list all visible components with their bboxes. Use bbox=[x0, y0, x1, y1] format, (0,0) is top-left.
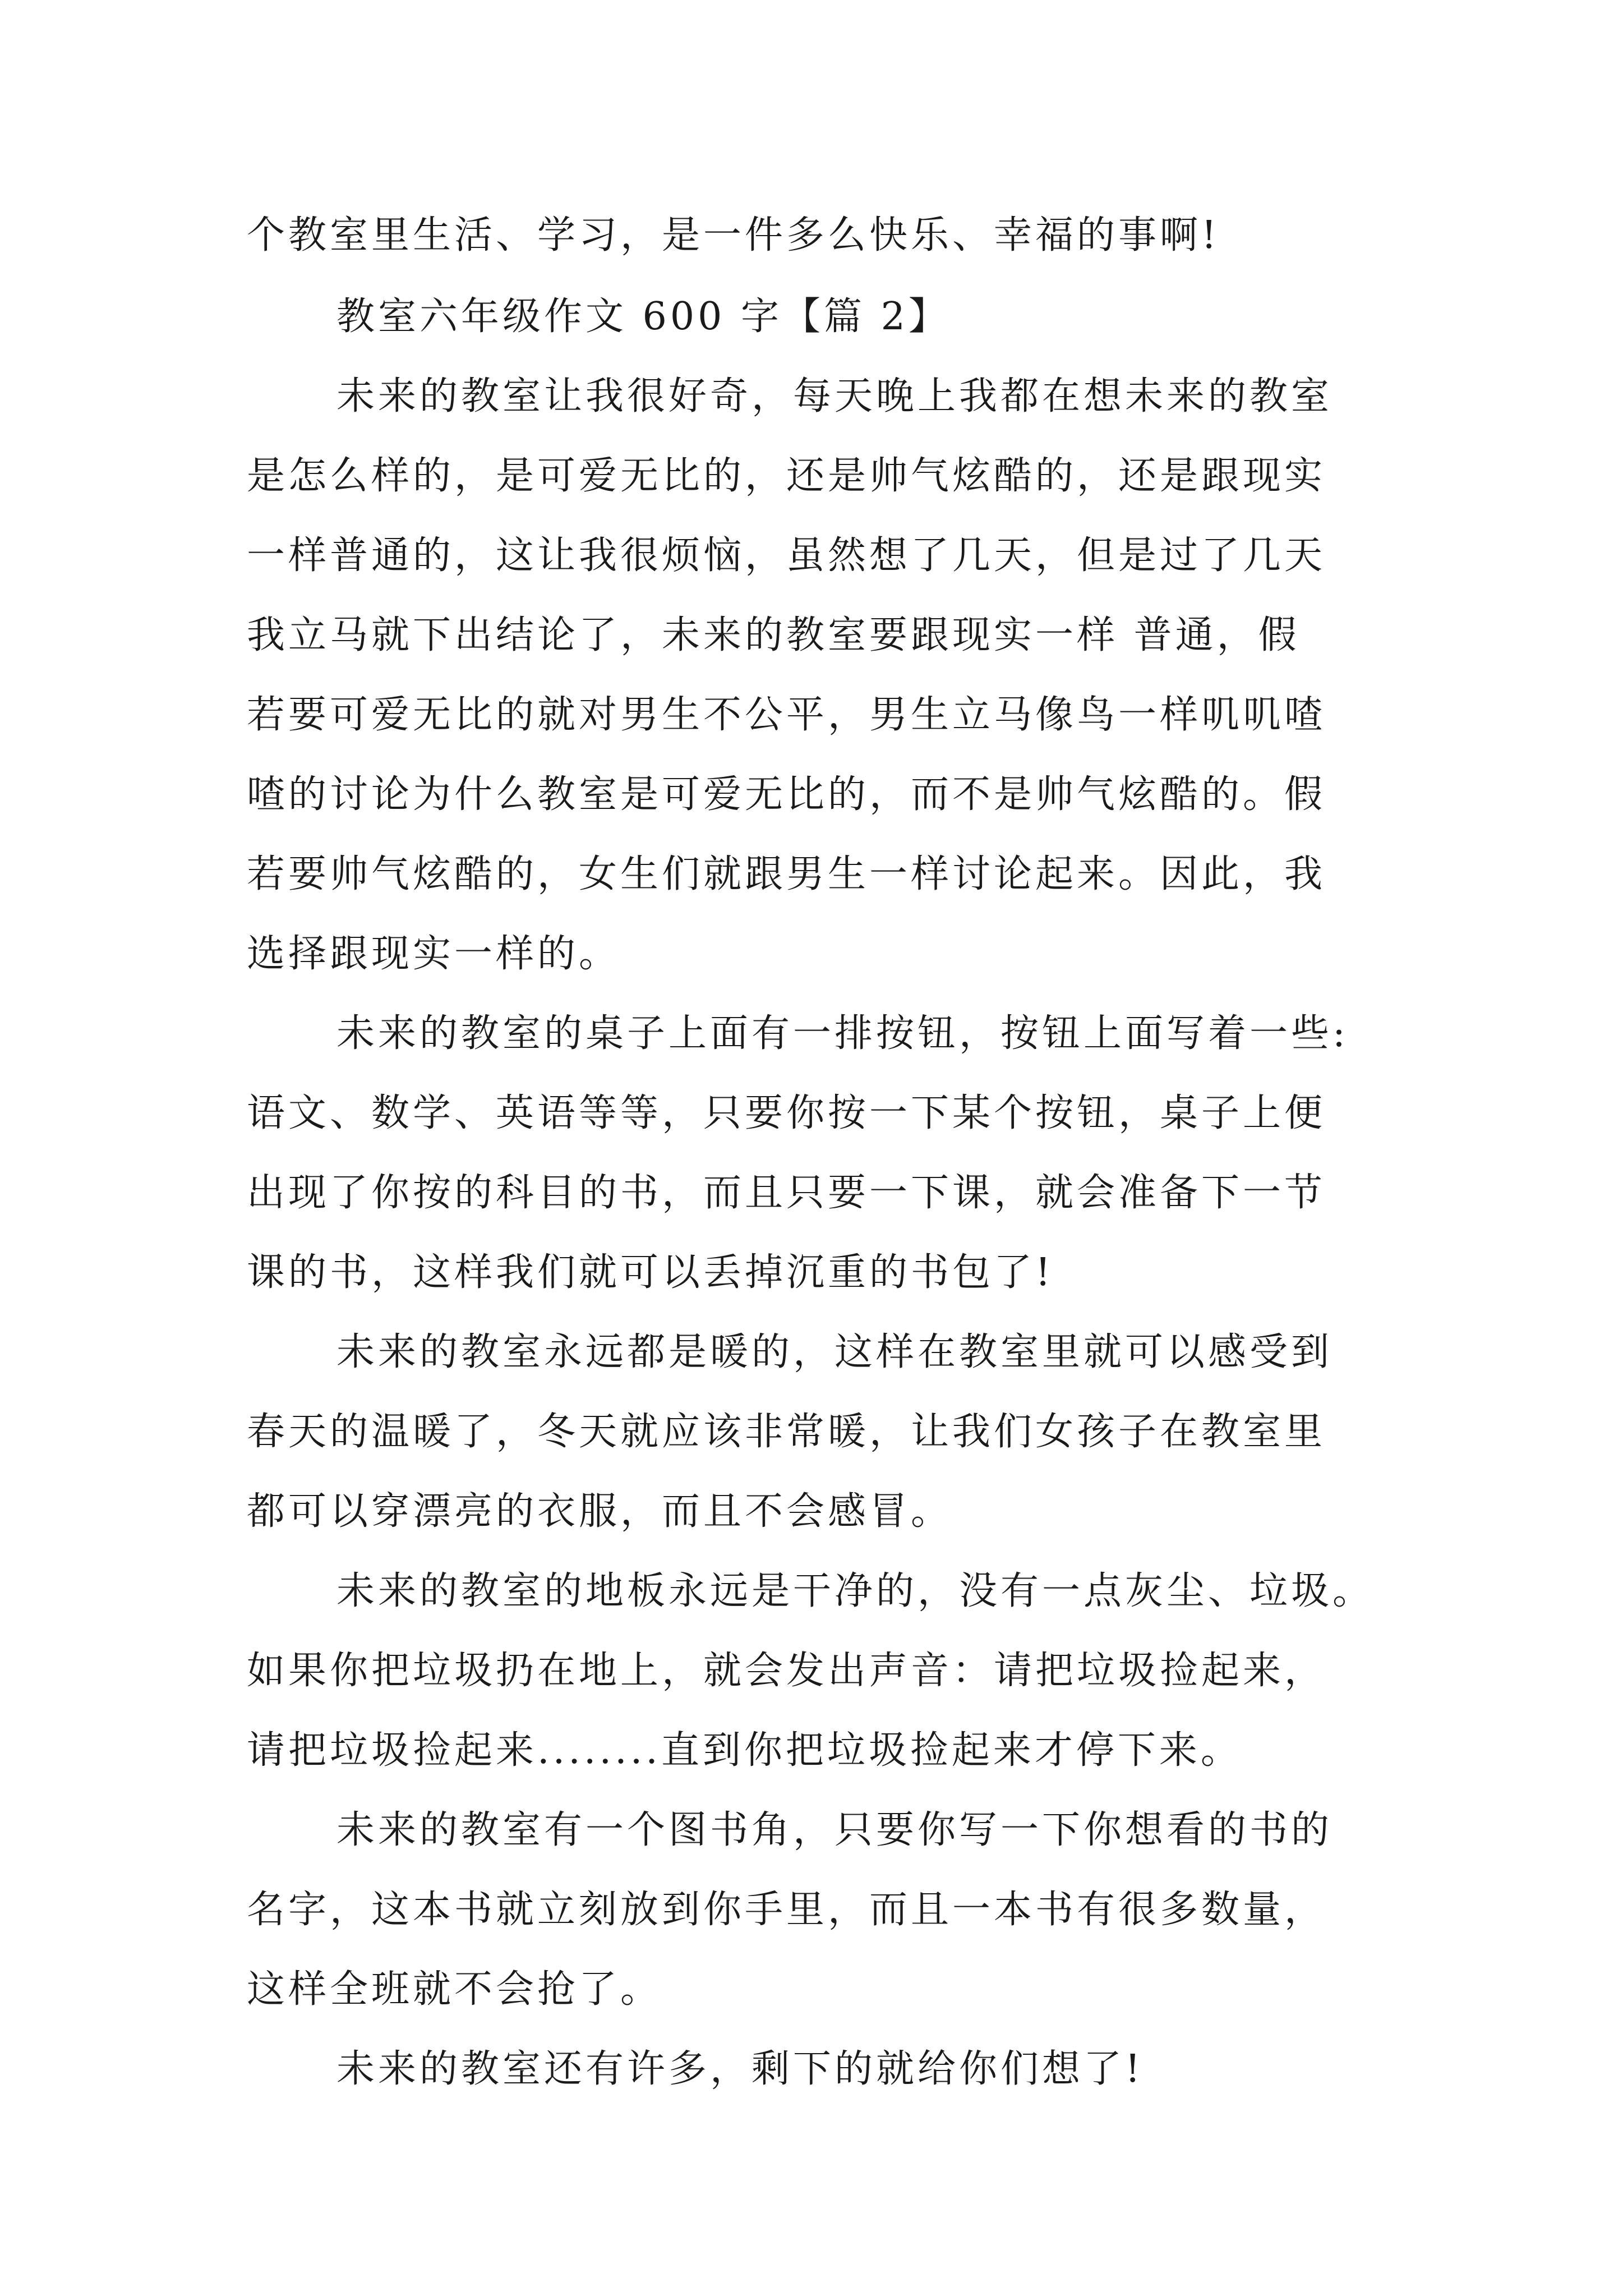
paragraph-line: 未来的教室的桌子上面有一排按钮，按钮上面写着一些: bbox=[336, 1011, 1349, 1056]
paragraph-line: 如果你把垃圾扔在地上，就会发出声音：请把垃圾捡起来， bbox=[247, 1649, 1326, 1693]
paragraph-line: 请把垃圾捡起来........直到你把垃圾捡起来才停下来。 bbox=[247, 1728, 1242, 1773]
paragraph-line: 我立马就下出结论了，未来的教室要跟现实一样 普通，假 bbox=[247, 613, 1300, 657]
paragraph-line: 课的书，这样我们就可以丢掉沉重的书包了! bbox=[247, 1250, 1054, 1295]
paragraph-line: 选择跟现实一样的。 bbox=[247, 932, 621, 976]
paragraph-line: 一样普通的，这让我很烦恼，虽然想了几天，但是过了几天 bbox=[247, 533, 1326, 578]
paragraph-line: 出现了你按的科目的书，而且只要一下课，就会准备下一节 bbox=[247, 1171, 1326, 1215]
paragraph-line: 未来的教室还有许多，剩下的就给你们想了! bbox=[336, 2047, 1144, 2091]
paragraph-line: 未来的教室让我很好奇，每天晚上我都在想未来的教室 bbox=[336, 374, 1333, 418]
paragraph-line: 语文、数学、英语等等，只要你按一下某个按钮，桌子上便 bbox=[247, 1091, 1326, 1135]
paragraph-line: 若要帅气炫酷的，女生们就跟男生一样讨论起来。因此，我 bbox=[247, 852, 1326, 896]
paragraph-line: 名字，这本书就立刻放到你手里，而且一本书有很多数量， bbox=[247, 1888, 1326, 1932]
paragraph-line: 喳的讨论为什么教室是可爱无比的，而不是帅气炫酷的。假 bbox=[247, 772, 1326, 817]
paragraph-line: 个教室里生活、学习，是一件多么快乐、幸福的事啊! bbox=[247, 213, 1220, 257]
paragraph-line: 春天的温暖了，冬天就应该非常暖，让我们女孩子在教室里 bbox=[247, 1410, 1326, 1454]
paragraph-line: 未来的教室有一个图书角，只要你写一下你想看的书的 bbox=[336, 1808, 1333, 1852]
paragraph-line: 未来的教室永远都是暖的，这样在教室里就可以感受到 bbox=[336, 1330, 1333, 1374]
paragraph-line: 都可以穿漂亮的衣服，而且不会感冒。 bbox=[247, 1489, 953, 1534]
paragraph-line: 若要可爱无比的就对男生不公平，男生立马像鸟一样叽叽喳 bbox=[247, 693, 1326, 737]
paragraph-line: 这样全班就不会抢了。 bbox=[247, 1967, 662, 2012]
paragraph-line: 未来的教室的地板永远是干净的，没有一点灰尘、垃圾。 bbox=[336, 1569, 1375, 1613]
paragraph-line: 是怎么样的，是可爱无比的，还是帅气炫酷的，还是跟现实 bbox=[247, 454, 1326, 498]
section-heading: 教室六年级作文 600 字【篇 2】 bbox=[336, 295, 950, 339]
